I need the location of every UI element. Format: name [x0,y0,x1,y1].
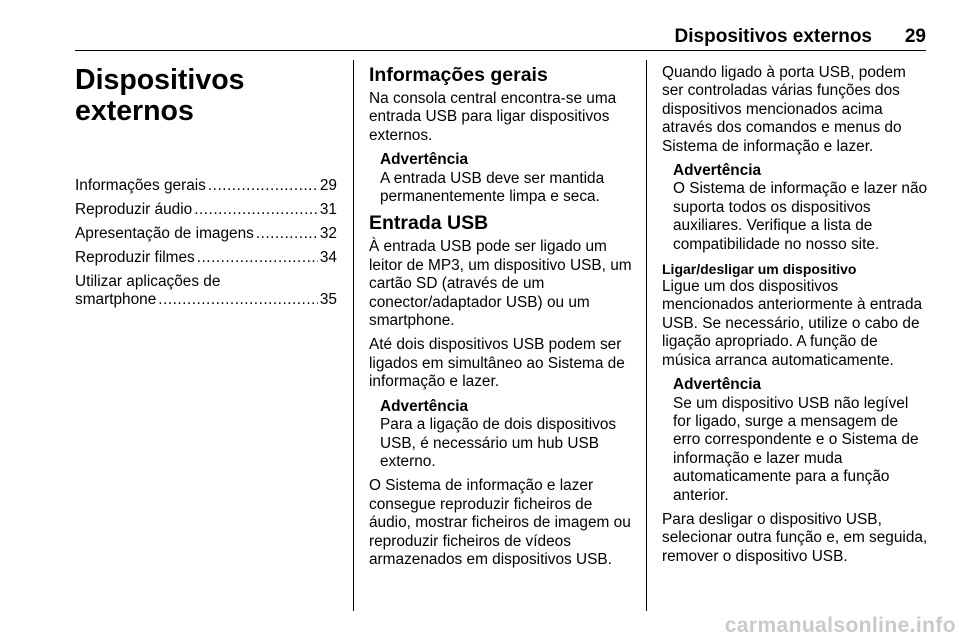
warning-note [673,162,928,254]
warning-text: A entrada USB deve ser mantida permanentemente limpa e seca. [380,169,605,206]
warning-text: Para a ligação de dois dispositivos USB, é necessário um hub USB externo. [380,416,617,470]
toc-leader [197,249,318,267]
warning-text: O Sistema de informação e lazer não suporta todos os dispositivos auxiliares. Verifique a lista de compatibilidade no nosso site. [673,180,928,253]
toc-entry[interactable] [75,273,337,310]
warning-note [673,376,928,505]
toc-page: 29 [319,177,337,194]
paragraph: Quando ligado à porta USB, podem ser controladas várias funções dos dispositivos mencionados acima através dos comandos e menus do Sistema de informação e lazer. [662,64,906,155]
warning-title: Advertência [380,151,469,169]
content-column-3 [662,64,928,572]
toc-label: Utilizar aplicações de [75,272,221,290]
toc-label: Reproduzir filmes [75,248,195,266]
paragraph: À entrada USB pode ser ligado um leitor de MP3, um dispositivo USB, um cartão SD (através de um conector/adaptador USB) ou um smartphone. [369,238,632,330]
toc-leader [256,225,318,243]
column-divider-2 [646,60,647,611]
toc-page: 31 [319,200,337,218]
column-divider-1 [353,60,354,611]
warning-note [380,151,635,206]
chapter-column [75,64,337,309]
toc-entry[interactable] [75,177,337,195]
warning-title: Advertência [673,162,762,180]
content-column-2 [369,64,635,575]
toc-entry[interactable] [75,249,337,267]
toc-label: Informações gerais [75,177,206,194]
toc-entry[interactable] [75,201,337,219]
toc-leader [158,291,318,309]
page-number: 29 [904,26,926,47]
toc-page: 32 [319,224,337,242]
header-divider [75,50,926,51]
paragraph: Até dois dispositivos USB podem ser ligados em simultâneo ao Sistema de informação e lazer. [369,336,625,391]
running-header-title: Dispositivos externos [674,26,872,47]
watermark: carmanualsonline.info [724,614,956,637]
chapter-title: Dispositivos externos [75,64,245,127]
toc-leader [194,201,318,219]
paragraph: Para desligar o dispositivo USB, selecionar outra função e, em seguida, remover o dispositivo USB. [662,510,928,565]
paragraph: Ligue um dos dispositivos mencionados anteriormente à entrada USB. Se necessário, utilize o cabo de ligação apropriado. A função de música arranca automaticamente. [662,278,923,369]
section-heading: Informações gerais [369,64,548,86]
toc-label: Reproduzir áudio [75,200,193,218]
toc-label: smartphone [75,291,157,309]
warning-title: Advertência [380,397,469,415]
toc-entry[interactable] [75,225,337,243]
warning-text: Se um dispositivo USB não legível for ligado, surge a mensagem de erro correspondente e o Sistema de informação e lazer muda automaticamente para a função anterior. [673,394,919,504]
paragraph: O Sistema de informação e lazer consegue reproduzir ficheiros de áudio, mostrar ficheiros de imagem ou reproduzir ficheiros de vídeos armazenados em dispositivos USB. [369,477,631,568]
table-of-contents [75,177,337,309]
section-heading: Entrada USB [369,212,489,235]
subheading: Ligar/desligar um dispositivo [662,261,857,278]
toc-leader [208,177,318,195]
paragraph: Na consola central encontra-se uma entrada USB para ligar dispositivos externos. [369,90,617,144]
toc-page: 35 [319,291,337,309]
warning-title: Advertência [673,376,762,394]
toc-page: 34 [319,248,337,266]
warning-note [380,398,635,472]
toc-label: Apresentação de imagens [75,224,254,242]
